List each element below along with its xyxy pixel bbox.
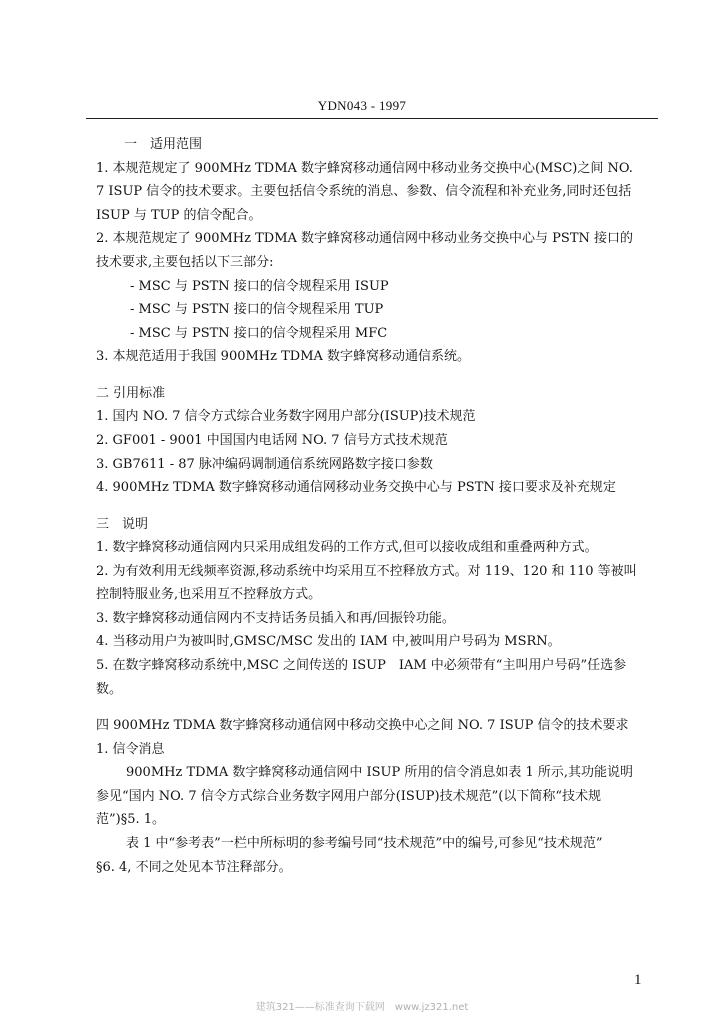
- section-4-title: 四 900MHz TDMA 数字蜂窝移动通信网中移动交换中心之间 NO. 7 ISUP 信令的技术要求: [96, 718, 629, 734]
- section-1-sub-item: - MSC 与 PSTN 接口的信令规程采用 TUP: [130, 302, 384, 318]
- section-1-line: 1. 本规范规定了 900MHz TDMA 数字蜂窝移动通信网中移动业务交换中心(MSC)之间 NO.: [96, 160, 633, 176]
- reference-standard-item: 4. 900MHz TDMA 数字蜂窝移动通信网移动业务交换中心与 PSTN 接口要求及补充规定: [96, 480, 616, 496]
- section-1-line: 技术要求,主要包括以下三部分:: [96, 254, 274, 270]
- document-body: [96, 133, 666, 879]
- section-1-sub-item: - MSC 与 PSTN 接口的信令规程采用 ISUP: [130, 278, 389, 294]
- section-gap: [96, 369, 666, 382]
- header-divider: [86, 118, 658, 119]
- section-gap: [96, 701, 666, 714]
- explanation-line: 数。: [96, 681, 123, 697]
- section-3-title: 三 说明: [96, 516, 149, 532]
- page-number: 1: [634, 972, 642, 988]
- section-2-title: 二 引用标准: [96, 385, 166, 401]
- paragraph-line: §6. 4, 不同之处见本节注释部分。: [96, 859, 292, 875]
- section-1-line: ISUP 与 TUP 的信令配合。: [96, 207, 262, 223]
- section-1-title: 一 适用范围: [124, 137, 203, 152]
- paragraph-line: 表 1 中“参考表”一栏中所标明的参考编号同“技术规范”中的编号,可参见“技术规范”: [126, 836, 603, 852]
- section-4-subtitle: 1. 信令消息: [96, 741, 165, 757]
- explanation-line: 2. 为有效利用无线频率资源,移动系统中均采用互不控释放方式。对 119、120 和 110 等被叫: [96, 563, 637, 579]
- paragraph-line: 范”)§5. 1。: [96, 812, 166, 828]
- section-1-sub-item: - MSC 与 PSTN 接口的信令规程采用 MFC: [130, 325, 388, 341]
- reference-standard-item: 2. GF001 - 9001 中国国内电话网 NO. 7 信号方式技术规范: [96, 432, 448, 448]
- explanation-line: 3. 数字蜂窝移动通信网内不支持话务员插入和再/回振铃功能。: [96, 610, 455, 626]
- document-code-header: YDN043 - 1997: [317, 98, 407, 113]
- section-1-line: 2. 本规范规定了 900MHz TDMA 数字蜂窝移动通信网中移动业务交换中心与 PSTN 接口的: [96, 231, 633, 247]
- paragraph-line: 900MHz TDMA 数字蜂窝移动通信网中 ISUP 所用的信令消息如表 1 所示,其功能说明: [126, 765, 634, 781]
- explanation-line: 控制特服业务,也采用互不控释放方式。: [96, 587, 322, 603]
- explanation-line: 1. 数字蜂窝移动通信网内只采用成组发码的工作方式,但可以接收成组和重叠两种方式。: [96, 540, 598, 556]
- section-1-line: 3. 本规范适用于我国 900MHz TDMA 数字蜂窝移动通信系统。: [96, 349, 471, 365]
- section-1-line: 7 ISUP 信令的技术要求。主要包括信令系统的消息、参数、信令流程和补充业务,同时还包括: [96, 184, 632, 200]
- footer-watermark: 建筑321——标准查询下载网 www.jz321.net: [255, 1002, 469, 1013]
- reference-standard-item: 1. 国内 NO. 7 信令方式综合业务数字网用户部分(ISUP)技术规范: [96, 409, 476, 425]
- reference-standard-item: 3. GB7611 - 87 脉冲编码调制通信系统网路数字接口参数: [96, 456, 433, 472]
- paragraph-line: 参见“国内 NO. 7 信令方式综合业务数字网用户部分(ISUP)技术规范”(以下简称“技术规: [96, 788, 601, 804]
- explanation-line: 5. 在数字蜂窝移动系统中,MSC 之间传送的 ISUP IAM 中必须带有“主叫用户号码”任选参: [96, 658, 627, 674]
- section-gap: [96, 500, 666, 513]
- explanation-line: 4. 当移动用户为被叫时,GMSC/MSC 发出的 IAM 中,被叫用户号码为 MSRN。: [96, 634, 561, 650]
